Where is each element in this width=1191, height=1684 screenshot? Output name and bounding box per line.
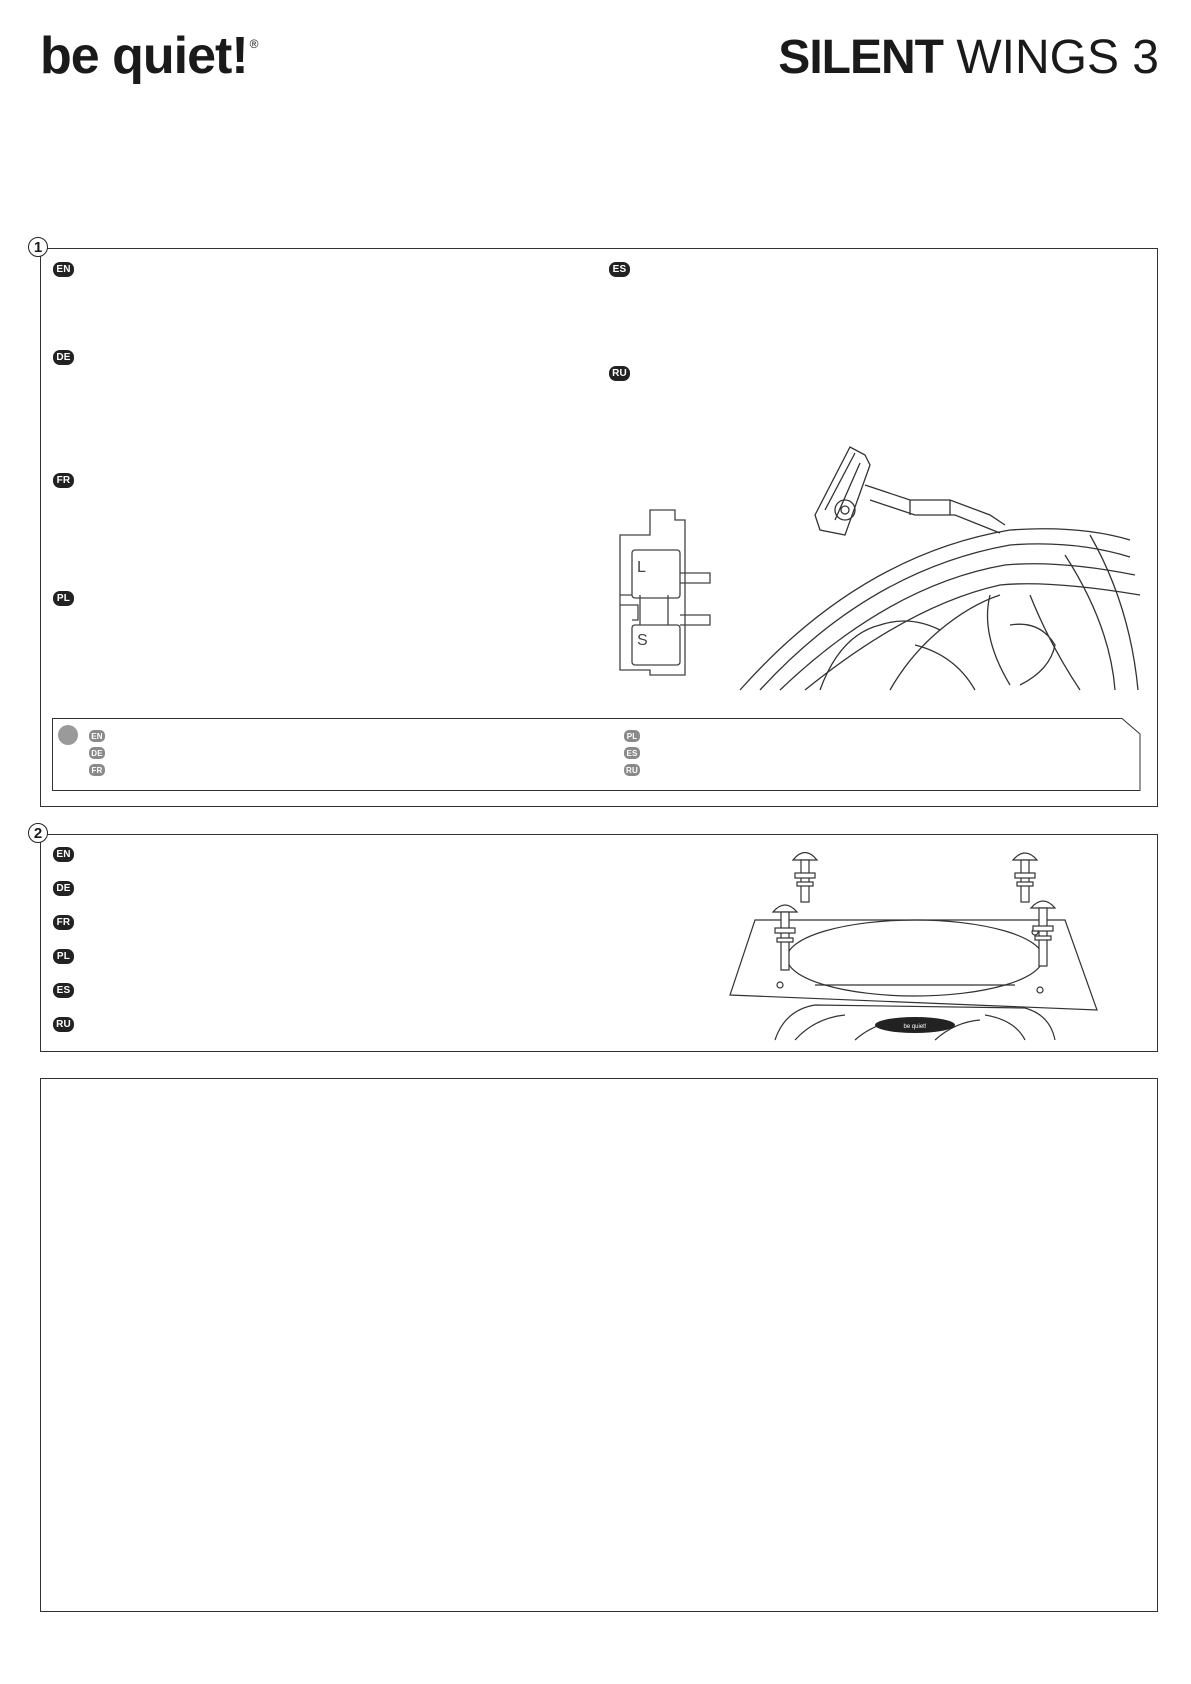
step1-number: 1: [28, 237, 48, 257]
registered-mark: ®: [249, 37, 258, 51]
step1-lang-fr: FR: [53, 473, 74, 488]
brand-name: be quiet!: [40, 27, 248, 85]
switch-labels: [637, 559, 648, 649]
fan-hub-text: be quiet!: [903, 1024, 927, 1030]
product-title-light: WINGS 3: [956, 31, 1159, 84]
step2-lang-ru: RU: [53, 1017, 74, 1032]
step2-lang-fr: FR: [53, 915, 74, 930]
note-lang-es: ES: [624, 747, 640, 759]
step2-lang-de: DE: [53, 881, 74, 896]
anti-vibration-mounts: [773, 853, 1055, 971]
step1-lang-en: EN: [53, 262, 74, 277]
step2-lang-en: EN: [53, 847, 74, 862]
product-title-bold: SILENT: [778, 31, 943, 84]
note-lang-pl: PL: [624, 730, 640, 742]
step1-lang-es: ES: [609, 262, 630, 277]
fan-frame-drawing: [740, 529, 1140, 690]
note-lang-en: EN: [89, 730, 105, 742]
note-box-frame: [52, 718, 1142, 791]
step1-lang-de: DE: [53, 350, 74, 365]
note-lang-de: DE: [89, 747, 105, 759]
mounting-illustration: [725, 840, 1105, 1045]
step2-lang-es: ES: [53, 983, 74, 998]
step1-lang-ru: RU: [609, 366, 630, 381]
notes-panel: [40, 1078, 1158, 1612]
note-lang-ru: RU: [624, 764, 640, 776]
note-icon: [58, 725, 78, 745]
switch-label-l: L: [637, 559, 646, 576]
note-lang-fr: FR: [89, 764, 105, 776]
fan-switch-illustration: [610, 445, 1150, 695]
switch-detail-drawing: [620, 510, 710, 675]
fan-clip-drawing: [815, 447, 1005, 535]
step2-lang-pl: PL: [53, 949, 74, 964]
brand-logo: [40, 27, 258, 85]
step1-lang-pl: PL: [53, 591, 74, 606]
product-title: [778, 31, 1159, 84]
step2-number: 2: [28, 823, 48, 843]
switch-label-s: S: [637, 632, 648, 649]
